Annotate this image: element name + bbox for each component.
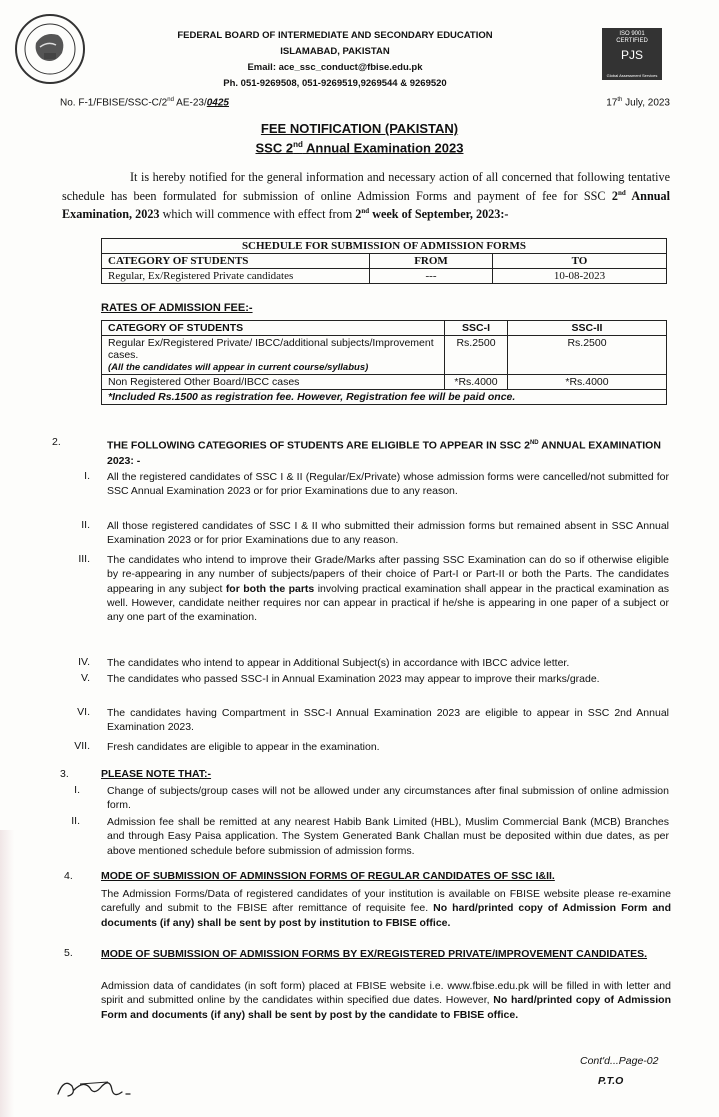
iso-badge-text-2: CERTIFIED [616,38,648,44]
fbise-logo-seal [14,13,86,85]
rates-row2-ssc2: *Rs.4000 [508,375,667,390]
handwritten-signature [50,1072,170,1102]
s3-item2-text: Admission fee shall be remitted at any nearest Habib Bank Limited (HBL), Muslim Commercial Bank (MCB) Branches and through Easy Paisa application. The System Generated Bank Challan must be deposited within due dates, as per above mentioned schedule before submission of admission forms. [107,816,669,857]
header-email: Email: ace_ssc_conduct@fbise.edu.pk [247,62,423,73]
s2-item7-number: VII. [74,740,90,752]
s2-item5-text: The candidates who passed SSC-I in Annual Examination 2023 may appear to improve their marks/grade. [107,673,600,685]
rates-row1-ssc2: Rs.2500 [508,336,667,375]
schedule-col-to: TO [493,254,667,269]
rates-heading: RATES OF ADMISSION FEE:- [101,302,253,314]
rates-row1-category: Regular Ex/Registered Private/ IBCC/additional subjects/Improvement cases. (All the candidates will appear in current course/syllabus) [102,336,445,375]
notification-date: 17th July, 2023 [606,97,670,109]
schedule-row-to: 10-08-2023 [493,269,667,284]
header-phone: Ph. 051-9269508, 051-9269519,9269544 & 9269520 [223,78,447,89]
intro-paragraph: It is hereby notified for the general information and necessary action of all concerned that following tentative schedule has been formulated for submission of online Admission Forms and payment of fee for SSC 2nd Annual Examination, 2023 which will commence with effect from 2nd week of September, 2023:- [62,170,670,222]
s2-item1-number: I. [84,470,90,482]
rates-col-ssc2: SSC-II [508,321,667,336]
reference-number: No. F-1/FBISE/SSC-C/2nd AE-23/0425 [60,97,229,109]
rates-col-ssc1: SSC-I [445,321,508,336]
rates-row2-category: Non Registered Other Board/IBCC cases [102,375,445,390]
page-subtitle: SSC 2nd Annual Examination 2023 [255,140,464,156]
s2-item4-number: IV. [78,656,90,668]
s2-item1-text: All the registered candidates of SSC I & II (Regular/Ex/Private) whose admission forms were cancelled/not submitted for SSC Annual Examination 2023 or for prior Examinations due to any reason. [107,471,669,498]
page-title: FEE NOTIFICATION (PAKISTAN) [260,121,459,136]
schedule-row-category: Regular, Ex/Registered Private candidates [102,269,370,284]
section3-heading: PLEASE NOTE THAT:- [101,768,212,780]
s2-item4-text: The candidates who intend to appear in Additional Subject(s) in accordance with IBCC advice letter. [107,657,570,669]
section5-text: Admission data of candidates (in soft form) placed at FBISE website i.e. www.fbise.edu.pk will be filled in with letter and spirit and submitted online by the candidates within specified due dates. However, No hard/printed copy of Admission Form and documents (if any) shall be sent by post by the candidate to FBISE office. [101,980,671,1021]
s2-item6-text: The candidates having Compartment in SSC-I Annual Examination 2023 are eligible to appear in SSC 2nd Annual Examination 2023. [107,707,669,734]
rates-footnote: *Included Rs.1500 as registration fee. However, Registration fee will be paid once. [102,390,667,405]
s2-item6-number: VI. [77,706,90,718]
s3-item1-text: Change of subjects/group cases will not be allowed under any circumstances after final submission of online admission form. [107,785,669,812]
iso-certification-badge [602,28,662,80]
continued-note: Cont'd...Page-02 [580,1055,659,1067]
section4-number: 4. [64,870,73,882]
pto-note: P.T.O [598,1075,624,1087]
section5-heading: MODE OF SUBMISSION OF ADMISSION FORMS BY EX/REGISTERED PRIVATE/IMPROVEMENT CANDIDATES. [101,948,648,960]
s2-item3-text: The candidates who intend to improve their Grade/Marks after passing SSC Examination can do so if otherwise eligible by re-appearing in any number of subjects/papers of their choice of Part-I or Part-II or both the Parts. The candidates appearing in any subject for both the parts involving practical examination shall appear in the practical examination as well. However, candidate neither requires nor can appear in practical if he/she is appearing in one paper of a subject or any one part of the examination. [107,554,670,624]
header-board-name: FEDERAL BOARD OF INTERMEDIATE AND SECONDARY EDUCATION [177,30,493,41]
section5-number: 5. [64,947,73,959]
section4-heading: MODE OF SUBMISSION OF ADMINSSION FORMS OF REGULAR CANDIDATES OF SSC I&II. [101,870,555,882]
header-city: ISLAMABAD, PAKISTAN [280,46,390,57]
rates-row2-ssc1: *Rs.4000 [445,375,508,390]
s3-item1-number: I. [74,784,80,796]
section3-number: 3. [60,768,69,780]
s2-item7-text: Fresh candidates are eligible to appear in the examination. [107,741,380,753]
rates-row1-ssc1: Rs.2500 [445,336,508,375]
section4-text: The Admission Forms/Data of registered candidates of your institution is available on FBISE website please re-examine carefully and submit to the FBISE after remittance of requisite fee. No hard/printed copy of Admission Form and documents (if any) shall be sent by post by institution to FBISE office. [101,888,671,929]
section2-number: 2. [52,436,61,448]
s2-item3-number: III. [78,553,90,565]
schedule-row-from: --- [370,269,493,284]
schedule-table [101,238,667,284]
page-crease-shadow [0,830,14,1117]
rates-table [101,320,667,405]
s3-item2-number: II. [71,815,80,827]
rates-row1-note: (All the candidates will appear in current course/syllabus) [108,362,369,373]
iso-badge-mark: PJS [620,48,643,62]
rates-col-category: CATEGORY OF STUDENTS [102,321,445,336]
schedule-col-category: CATEGORY OF STUDENTS [102,254,370,269]
s2-item5-number: V. [81,672,90,684]
schedule-col-from: FROM [370,254,493,269]
iso-badge-caption: Global Assessment Services [606,73,658,78]
section2-heading: THE FOLLOWING CATEGORIES OF STUDENTS ARE ELIGIBLE TO APPEAR IN SSC 2ND ANNUAL EXAMINATION 2023: - [107,439,661,467]
schedule-heading: SCHEDULE FOR SUBMISSION OF ADMISSION FORMS [102,239,667,254]
iso-badge-text: ISO 9001 [619,31,645,37]
s2-item2-text: All those registered candidates of SSC I & II who submitted their admission forms but remained absent in SSC Annual Examination 2023 or for prior Examinations due to any reason. [107,520,669,547]
s2-item2-number: II. [81,519,90,531]
